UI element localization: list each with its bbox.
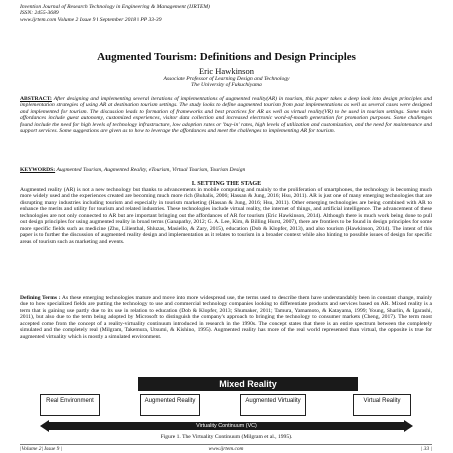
figure-caption: Figure 1. The Virtuality Continuum (Milgram et al., 1995). [160,434,293,440]
affiliation-line-1: Associate Professor of Learning Design and Technology [163,76,290,82]
journal-issn: ISSN: 2455-3689 [20,10,59,17]
abstract-text: After designing and implementing several iterations of implementations of augmented reality(AR) in tourism, this paper takes a deep look into design principles and implementation strategies of using AR at destination tourism settings. The study looks to define augmented tourism from past implementations as well as several cases were designed and implemented for tourism. The discussion leads to formation of frameworks and best practices for AR as well as virtual reality(VR) to be used in tourism settings. Some main affordances include guest autonomy, customized experiences, visitor data collection and increased electronic word-of-mouth generation for promotion purposes. Some challenges found include the need for high levels of technology infrastructure, low adoption rates or 'buy-in' rates, high levels of utilization and customization, and the need for maintenance and support services. Some suggestions are given as to how to leverage the affordances and meet the challenges to implementing AR for tourism. [20,96,432,135]
author-affiliation [0,76,453,88]
paper-title: Augmented Tourism: Definitions and Design Principles [97,51,356,63]
footer-volume: |Volume 2| Issue 9 | [20,446,63,452]
keywords-text: Augmented Tourism, Augmented Reality, eTourism, Virtual Tourism, Tourism Design [56,167,246,173]
defining-terms-label: Defining Terms : [20,295,61,301]
arrow-right-icon [404,420,413,432]
journal-volume: www.ijrtem.com Volume 2 Issue 9 ǁ September 2018 ǁ PP 33-39 [20,16,162,23]
augmented-virtuality-box: Augmented Virtuality [240,394,306,416]
journal-header [20,4,210,23]
abstract-label: ABSTRACT: [20,96,52,102]
virtual-reality-box: Virtual Reality [353,394,411,416]
keywords [20,167,432,173]
page-footer [20,444,432,453]
footer-page-number: | 33 | [420,446,432,452]
mixed-reality-banner: Mixed Reality [138,377,358,391]
journal-name: Invention Journal of Research Technology in Engineering & Management (IJRTEM) [20,4,210,10]
defining-terms-text: As these emerging technologies mature and move into more widespread use, the terms used to describe them have understandably been in constant change, mainly due to how specialized fields are putting the technology to use and commercial technology companies looking to differentiate products and services based on AR. Mixed reality is a term that is gaining use partly due to its use in relation to education (Dob & Klopfer, 2013; Shumaker, 2011; Tamura, Yamamoto, & Katayama, 1999; Young, Sharlin, & Igarashi, 2011), but also due to the term being adopted by Microsoft to distinguish the company's approach to bringing the technology to consumer markets (Cheng, 2017). The term most accepted come from the concept of a reality-virtuality continuum introduced in research in the 1990s. The concept states that there is an entire spectrum between the completely simulated and the completely real (Milgram, Takemura, Utsumi, & Kishino, 1995). Augmented reality has more of the real world represented than virtual, the opposite is true for augmented virtuality which is mostly a simulated environment. [20,295,432,340]
body-paragraph-2 [20,295,432,340]
continuum-label: Virtuality Continuum (VC) [48,422,405,430]
real-environment-box: Real Environment [40,394,100,416]
affiliation-line-2: The University of Fukuchiyama [191,82,262,89]
section-heading: I. SETTING THE STAGE [191,180,262,187]
footer-site: www.ijrtem.com [208,446,244,452]
paper-author: Eric Hawkinson [198,66,254,76]
keywords-label: KEYWORDS: [20,167,56,173]
abstract [20,96,432,135]
augmented-reality-box: Augmented Reality [140,394,200,416]
body-paragraph-1: Augmented reality (AR) is not a new technology but thanks to advancements in mobile computing and mainly to the proliferation of smartphones, the technology is becoming much more widely used and the experiences created are becoming much more rich (Buhalis, 2006; Hassan & Jung, 2016; Hsu, 2011). AR is just one of many emerging technologies that are disrupting many industries including tourism and especially in tourism marketing (Hassan & Jung, 2016; Hsu, 2011). Other emerging technologies are being combined with AR to enhance the merits and utility for tourism and related industries. These technologies include virtual reality, the internet of things, and artificial intelligence. The advancement of these technologies are not only connected to AR but are important bringing out the affordances of AR for tourism (Eric Hawkinson, 2014). Although there is much work being done to pull out design principles for using augmented reality in broad terms (Ganapathy, 2012; G. A. Lee, Kim, & Billing Hurst, 2007), there are frontiers to be found in design principles for some more specific fields such as medicine (Zhu, Lilienthal, Shluzas, Masiello, & Zary, 2015), education (Dob & Klopfer, 2013), and also tourism (Hawkinson, 2014). The intent of this paper is to further the discussion of augmented reality design and implementation as it relates to tourism in a broader context while also hinting to possible issues of design for specific areas of tourism such as marketing and events. [20,187,432,245]
continuum-arrow [40,420,413,432]
